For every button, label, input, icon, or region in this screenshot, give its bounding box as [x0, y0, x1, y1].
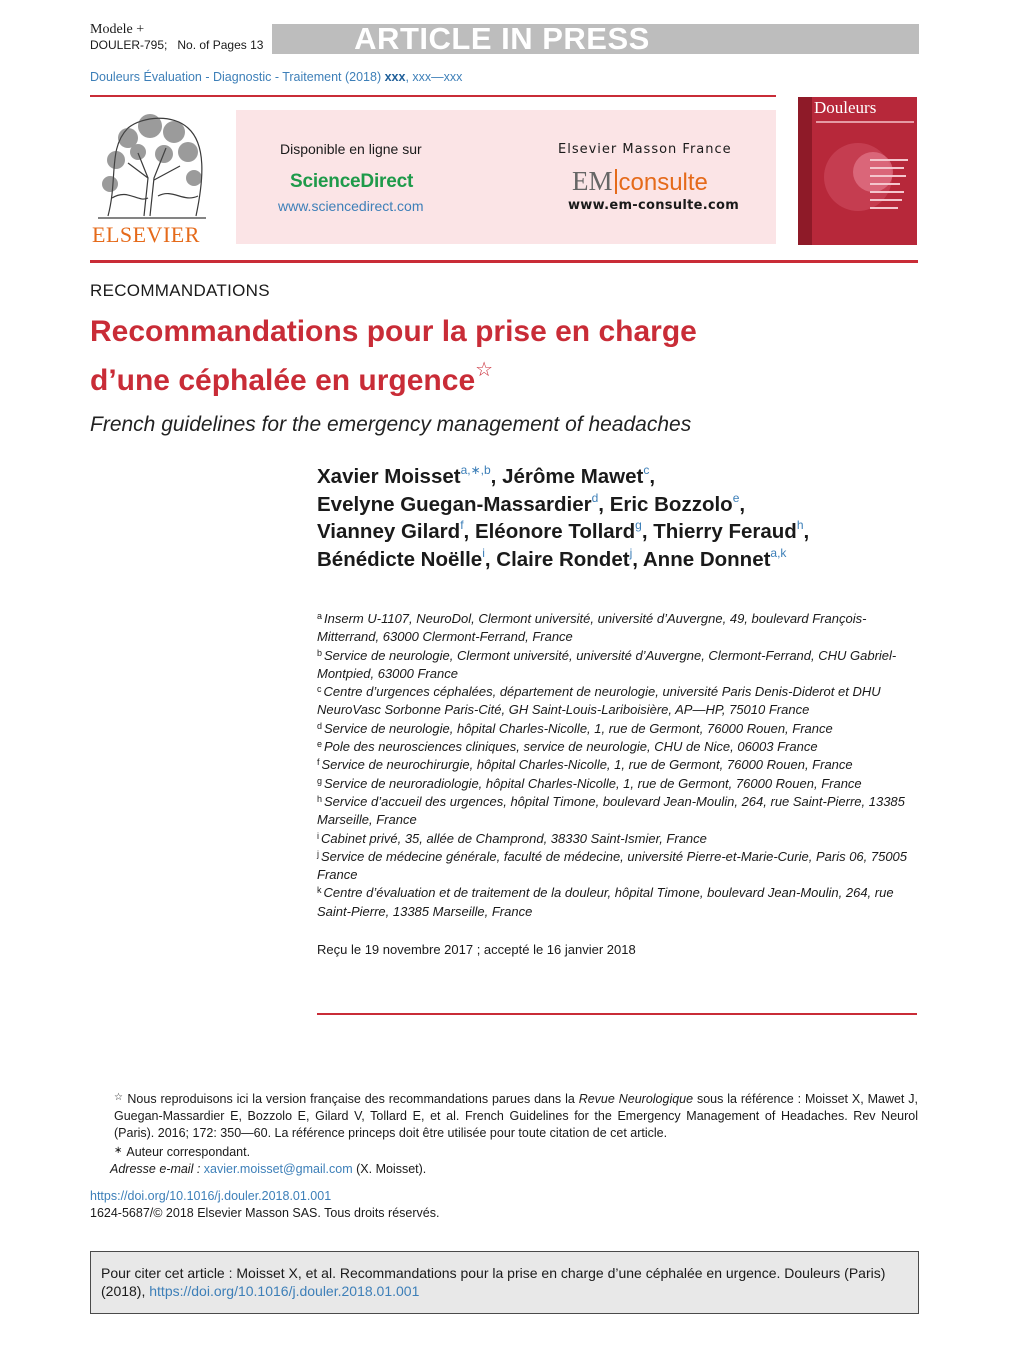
journal-cover-image: [798, 97, 917, 245]
author-affil-link[interactable]: f: [460, 518, 464, 532]
banner-top-rule: [90, 95, 776, 97]
model-label: Modele +: [90, 22, 145, 37]
email-line: Adresse e-mail : xavier.moisset@gmail.com (X. Moisset).: [110, 1162, 427, 1176]
affiliation-item: $^a$ Inserm U-1107, NeuroDol, Clermont université, université d’Auvergne, 49, boulevard François-Mitterrand, 63000 Clermont-Ferrand, France: [317, 611, 867, 645]
journal-name: Douleurs Évaluation - Diagnostic - Traitement (2018): [90, 70, 382, 84]
affiliation-item: $^k$ Centre d’évaluation et de traitement de la douleur, hôpital Timone, boulevard Jean-Moulin, 264, rue Saint-Pierre, 13385 Marseille, France: [317, 885, 894, 919]
copyright-line: 1624-5687/© 2018 Elsevier Masson SAS. Tous droits réservés.: [90, 1206, 440, 1220]
author-affil-link[interactable]: a,k: [770, 545, 787, 560]
document-id: [90, 38, 273, 52]
author-affil-link[interactable]: e: [732, 490, 740, 505]
journal-volume: xxx: [384, 70, 406, 84]
sciencedirect-link[interactable]: www.sciencedirect.com: [278, 198, 424, 214]
elsevier-logo-text: ELSEVIER: [92, 222, 200, 247]
title-footnote-star[interactable]: ☆: [475, 359, 494, 381]
title-footnote: ☆ Nous reproduisons ici la version française des recommandations parues dans la Revue Neurologique sous la référence : Moisset X, Mawet J, Guegan-Massardier E, Bozzolo E, Gilard V, Tollard E, et al. French Guidelines for the Emergency Management of Headaches. Rev Neurol (Paris). 2016; 172: 350—60. La référence princeps doit être utilisée pour toute citation de cet article.: [114, 1092, 919, 1140]
english-title: French guidelines for the emergency management of headaches: [90, 413, 692, 436]
author: Bénédicte Noëlle$^i$,: [317, 545, 497, 571]
author: Anne Donnet$^{a,k}$: [642, 545, 787, 571]
author-affil-link[interactable]: c: [643, 463, 650, 477]
author-affil-link[interactable]: h: [796, 518, 804, 532]
affiliation-item: $^g$ Service de neuroradiologie, hôpital Charles-Nicolle, 1, rue de Germont, 76000 Rouen, France: [317, 775, 862, 791]
corresponding-author-note: ∗ Auteur correspondant.: [114, 1145, 251, 1159]
footnotes: [90, 1089, 918, 1178]
author-affil-link[interactable]: i: [482, 545, 485, 560]
received-accepted-dates: Reçu le 19 novembre 2017 ; accepté le 16 janvier 2018: [317, 942, 636, 957]
consulte-logo-part: consulte: [618, 169, 708, 196]
author-affil-link[interactable]: g: [635, 518, 642, 532]
article-title: [90, 313, 790, 400]
affiliation-list: [317, 610, 922, 921]
masson-label: Elsevier Masson France: [558, 142, 732, 157]
affiliation-item: $^e$ Pole des neurosciences cliniques, service de neurologie, CHU de Nice, 06003 France: [317, 739, 818, 755]
author: Evelyne Guegan-Massardier$^d$,: [317, 490, 610, 516]
doc-id: DOULER-795;: [90, 38, 168, 52]
available-online-label: Disponible en ligne sur: [280, 141, 422, 157]
affiliation-item: $^i$ Cabinet privé, 35, allée de Champrond, 38330 Saint-Ismier, France: [317, 830, 707, 846]
affiliation-item: $^d$ Service de neurologie, hôpital Charles-Nicolle, 1, rue de Germont, 76000 Rouen, France: [317, 720, 833, 736]
author: Eric Bozzolo$^e$,: [609, 490, 746, 516]
em-logo-part: EM: [572, 166, 613, 196]
title-line-1: Recommandations pour la prise en charge: [90, 315, 697, 348]
cover-art: [798, 97, 917, 245]
logo-divider: [615, 169, 617, 194]
email-link[interactable]: xavier.moisset@gmail.com: [203, 1162, 353, 1176]
affiliation-item: $^j$ Service de médecine générale, faculté de médecine, université Pierre-et-Marie-Curie, Paris 06, 75005 France: [317, 848, 908, 883]
doi-link[interactable]: https://doi.org/10.1016/j.douler.2018.01.001: [90, 1189, 332, 1203]
journal-italic: Revue Neurologique: [578, 1092, 694, 1106]
journal-citation-line: [90, 70, 462, 84]
author-affil-link[interactable]: d: [591, 490, 599, 505]
affiliation-item: $^h$ Service d’accueil des urgences, hôpital Timone, boulevard Jean-Moulin, 264, rue Saint-Pierre, 13385 Marseille, France: [317, 793, 905, 828]
author-affil-link[interactable]: a,∗,b: [460, 463, 491, 477]
author-affil-link[interactable]: j: [629, 545, 633, 560]
author: Eléonore Tollard$^g$,: [474, 518, 654, 543]
abstract-rule: [317, 1013, 917, 1015]
affiliation-item: $^b$ Service de neurologie, Clermont université, université d’Auvergne, Clermont-Ferrand, CHU Gabriel-Montpied, 63000 France: [317, 647, 897, 681]
author: Jérôme Mawet$^c$,: [502, 463, 656, 488]
author-list: [317, 463, 927, 573]
author: Thierry Feraud$^h$,: [653, 518, 810, 543]
cover-title: Douleurs: [814, 98, 877, 117]
title-line-2: d’une céphalée en urgence: [90, 364, 476, 397]
page-count: No. of Pages 13: [177, 38, 264, 52]
affiliation-item: $^c$ Centre d’urgences céphalées, département de neurologie, université Paris Denis-Diderot et DHU NeuroVasc Sorbonne Paris-Cité, GH Saint-Louis-Lariboisière, AP—HP, 75010 France: [317, 684, 881, 718]
article-in-press-label: ARTICLE IN PRESS: [354, 21, 650, 56]
author: Claire Rondet$^j$,: [496, 545, 643, 571]
journal-pages: , xxx—xxx: [405, 70, 463, 84]
author: Vianney Gilard$^f$,: [317, 518, 475, 543]
affiliation-item: $^f$ Service de neurochirurgie, hôpital Charles-Nicolle, 1, rue de Germont, 76000 Rouen, France: [317, 757, 853, 773]
sciencedirect-logo: ScienceDirect: [290, 171, 414, 192]
star-symbol: ☆: [114, 1092, 124, 1103]
author: Xavier Moisset$^{a,∗,b}$,: [317, 463, 503, 488]
citation-doi-link[interactable]: https://doi.org/10.1016/j.douler.2018.01.001: [149, 1282, 420, 1299]
emconsulte-logo: [572, 166, 708, 197]
citation-text: Pour citer cet article : Moisset X, et al. Recommandations pour la prise en charge d’une céphalée en urgence. Douleurs (Paris) (2018), https://doi.org/10.1016/j.douler.2018.01.001: [101, 1265, 886, 1299]
emconsulte-link[interactable]: www.em-consulte.com: [568, 198, 740, 213]
header-rule: [90, 260, 918, 263]
section-label: RECOMMANDATIONS: [90, 281, 270, 300]
